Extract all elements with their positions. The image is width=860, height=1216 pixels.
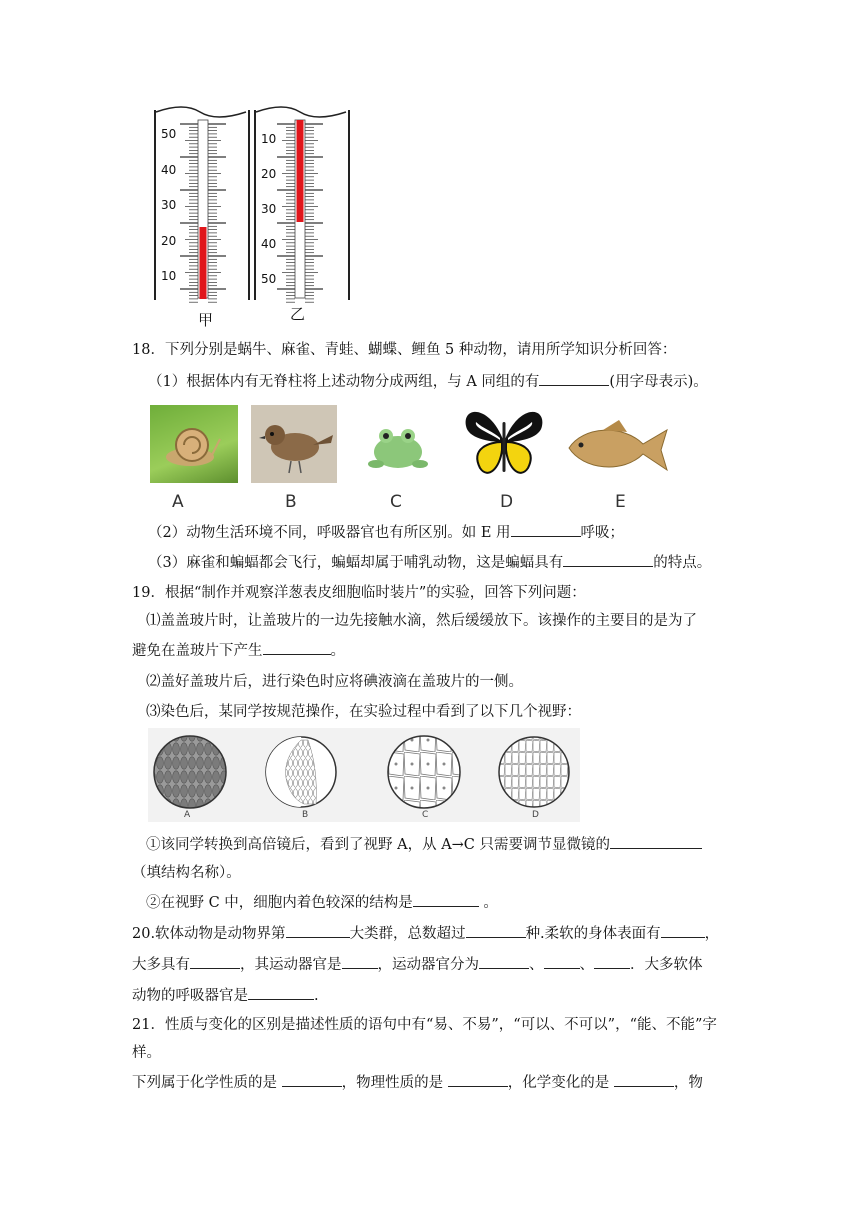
q19-s1-line1: ⑴盖盖玻片时，让盖玻片的一边先接触水滴，然后缓缓放下。该操作的主要目的是为了 (146, 613, 697, 629)
tick-label: 10 (261, 132, 277, 146)
answer-blank[interactable] (614, 1072, 674, 1087)
tick-label: 50 (161, 127, 177, 141)
answer-blank[interactable] (511, 522, 581, 537)
answer-blank[interactable] (248, 985, 314, 1000)
tick-label: 40 (161, 163, 177, 177)
animal-label: B (285, 492, 297, 512)
q18-stem: 18．下列分别是蜗牛、麻雀、青蛙、蝴蝶、鲤鱼 5 种动物，请用所学知识分析回答： (132, 342, 677, 358)
answer-blank[interactable] (539, 371, 609, 386)
q19-c1-line2: （填结构名称）。 (132, 865, 241, 881)
tick-label: 10 (161, 269, 177, 283)
tick-label: 50 (261, 272, 277, 286)
butterfly-image (460, 402, 548, 484)
answer-blank[interactable] (190, 954, 240, 969)
q19-c1-line1: ①该同学转换到高倍镜后，看到了视野 A，从 A→C 只需要调节显微镜的 (146, 834, 702, 855)
q18-part2: （2）动物生活环境不同，呼吸器官也有所区别。如 E 用 呼吸； (148, 522, 624, 543)
answer-blank[interactable] (563, 552, 653, 567)
view-label: A (184, 810, 191, 820)
view-d-circle (499, 737, 569, 807)
q18-part3: （3）麻雀和蝙蝠都会飞行，蝙蝠却属于哺乳动物，这是蝙蝠具有 的特点。 (148, 552, 711, 573)
tick-label: 20 (261, 167, 277, 181)
answer-blank[interactable] (479, 954, 529, 969)
answer-blank[interactable] (594, 954, 630, 969)
answer-blank[interactable] (610, 834, 702, 849)
view-c-circle (388, 736, 460, 808)
animal-label: C (390, 492, 402, 512)
q21-line3: 下列属于化学性质的是 ，物理性质的是 ，化学变化的是 ，物 (132, 1072, 703, 1093)
answer-blank[interactable] (661, 923, 705, 938)
q21-line1: 21．性质与变化的区别是描述性质的语句中有“易、不易”，“可以、不可以”，“能、不能”字 (132, 1017, 717, 1033)
microscope-views (148, 728, 580, 822)
answer-blank[interactable] (342, 954, 378, 969)
sparrow-image (251, 405, 337, 483)
q20-line2: 大多具有 ，其运动器官是 ，运动器官分为 、 、 ．大多软体 (132, 954, 703, 975)
tick-label: 40 (261, 237, 277, 251)
answer-blank[interactable] (286, 923, 350, 938)
mercury-column-jia (200, 227, 207, 299)
view-label: D (532, 810, 539, 820)
view-label: B (302, 810, 309, 820)
q19-stem: 19．根据“制作并观察洋葱表皮细胞临时装片”的实验，回答下列问题： (132, 585, 586, 601)
snail-image (150, 405, 238, 483)
q21-line2: 样。 (132, 1045, 161, 1061)
animal-label: A (172, 492, 184, 512)
tick-label: 30 (161, 198, 177, 212)
thermometer-yi-svg (254, 100, 454, 310)
q19-c2: ②在视野 C 中，细胞内着色较深的结构是 。 (146, 892, 498, 913)
answer-blank[interactable] (263, 640, 331, 655)
view-label: C (422, 810, 429, 820)
tick-label: 20 (161, 234, 177, 248)
q19-s2: ⑵盖好盖玻片后，进行染色时应将碘液滴在盖玻片的一侧。 (146, 674, 523, 690)
view-a-circle (154, 736, 226, 808)
animal-label: D (500, 492, 514, 512)
q20-line1: 20.软体动物是动物界第 大类群，总数超过 种.柔软的身体表面有 ， (132, 923, 719, 944)
thermometer-caption: 甲 (198, 311, 214, 329)
mercury-column-yi (297, 120, 304, 222)
animal-label: E (615, 492, 626, 512)
thermometer-caption: 乙 (290, 305, 306, 323)
q20-line3: 动物的呼吸器官是 . (132, 985, 319, 1006)
q18-part1: （1）根据体内有无脊柱将上述动物分成两组，与 A 同组的有 (用字母表示)。 (148, 371, 708, 392)
answer-blank[interactable] (413, 892, 479, 907)
answer-blank[interactable] (466, 923, 526, 938)
tick-label: 30 (261, 202, 277, 216)
q19-s1-line2: 避免在盖玻片下产生 。 (132, 640, 345, 661)
answer-blank[interactable] (448, 1072, 508, 1087)
answer-blank[interactable] (282, 1072, 342, 1087)
frog-image (362, 418, 434, 476)
answer-blank[interactable] (544, 954, 580, 969)
q19-s3: ⑶染色后，某同学按规范操作，在实验过程中看到了以下几个视野： (146, 704, 581, 720)
carp-image (563, 418, 671, 480)
